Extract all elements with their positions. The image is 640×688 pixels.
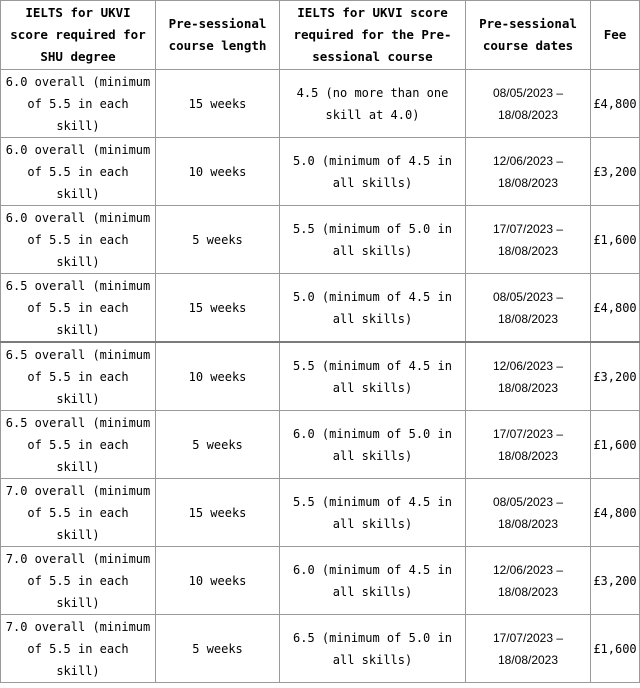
- cell-fee: £1,600: [591, 411, 640, 479]
- cell-degree-score: 6.5 overall (minimum of 5.5 in each skill): [1, 274, 156, 343]
- cell-course-dates: 12/06/2023 – 18/08/2023: [466, 547, 591, 615]
- cell-course-length: 10 weeks: [156, 342, 280, 411]
- cell-course-dates: 17/07/2023 – 18/08/2023: [466, 411, 591, 479]
- header-degree-score: IELTS for UKVI score required for SHU degree: [1, 1, 156, 70]
- table-row: [1, 411, 640, 479]
- cell-degree-score: 7.0 overall (minimum of 5.5 in each skill): [1, 479, 156, 547]
- header-fee: Fee: [591, 1, 640, 70]
- cell-fee: £3,200: [591, 547, 640, 615]
- header-course-score: IELTS for UKVI score required for the Pre-sessional course: [280, 1, 466, 70]
- cell-fee: £4,800: [591, 70, 640, 138]
- cell-fee: £3,200: [591, 138, 640, 206]
- cell-course-dates: 17/07/2023 – 18/08/2023: [466, 615, 591, 683]
- table-row: [1, 479, 640, 547]
- table-row: [1, 342, 640, 411]
- cell-degree-score: 7.0 overall (minimum of 5.5 in each skill): [1, 615, 156, 683]
- cell-degree-score: 6.5 overall (minimum of 5.5 in each skill): [1, 411, 156, 479]
- cell-course-length: 10 weeks: [156, 138, 280, 206]
- cell-course-length: 5 weeks: [156, 615, 280, 683]
- cell-course-length: 5 weeks: [156, 411, 280, 479]
- table-body: [1, 70, 640, 683]
- table-row: [1, 206, 640, 274]
- cell-course-length: 5 weeks: [156, 206, 280, 274]
- cell-degree-score: 6.0 overall (minimum of 5.5 in each skill): [1, 70, 156, 138]
- table-row: [1, 615, 640, 683]
- cell-fee: £1,600: [591, 206, 640, 274]
- cell-course-length: 15 weeks: [156, 70, 280, 138]
- cell-degree-score: 6.0 overall (minimum of 5.5 in each skill): [1, 206, 156, 274]
- table-row: [1, 274, 640, 343]
- cell-degree-score: 6.5 overall (minimum of 5.5 in each skill): [1, 342, 156, 411]
- cell-course-length: 10 weeks: [156, 547, 280, 615]
- cell-course-dates: 17/07/2023 – 18/08/2023: [466, 206, 591, 274]
- cell-course-dates: 12/06/2023 – 18/08/2023: [466, 342, 591, 411]
- header-row: [1, 1, 640, 70]
- table-header: [1, 1, 640, 70]
- cell-course-score: 4.5 (no more than one skill at 4.0): [280, 70, 466, 138]
- header-course-length: Pre-sessional course length: [156, 1, 280, 70]
- table-row: [1, 70, 640, 138]
- table-row: [1, 138, 640, 206]
- cell-course-dates: 08/05/2023 – 18/08/2023: [466, 479, 591, 547]
- cell-fee: £1,600: [591, 615, 640, 683]
- cell-degree-score: 7.0 overall (minimum of 5.5 in each skill): [1, 547, 156, 615]
- cell-course-score: 5.0 (minimum of 4.5 in all skills): [280, 274, 466, 343]
- cell-course-dates: 12/06/2023 – 18/08/2023: [466, 138, 591, 206]
- cell-course-length: 15 weeks: [156, 274, 280, 343]
- table-row: [1, 547, 640, 615]
- cell-degree-score: 6.0 overall (minimum of 5.5 in each skill): [1, 138, 156, 206]
- cell-fee: £3,200: [591, 342, 640, 411]
- cell-fee: £4,800: [591, 479, 640, 547]
- cell-course-score: 6.0 (minimum of 4.5 in all skills): [280, 547, 466, 615]
- cell-course-score: 6.0 (minimum of 5.0 in all skills): [280, 411, 466, 479]
- header-course-dates: Pre-sessional course dates: [466, 1, 591, 70]
- cell-course-score: 5.5 (minimum of 4.5 in all skills): [280, 342, 466, 411]
- cell-course-dates: 08/05/2023 – 18/08/2023: [466, 70, 591, 138]
- cell-course-score: 5.5 (minimum of 4.5 in all skills): [280, 479, 466, 547]
- cell-course-score: 6.5 (minimum of 5.0 in all skills): [280, 615, 466, 683]
- cell-course-dates: 08/05/2023 – 18/08/2023: [466, 274, 591, 343]
- cell-course-length: 15 weeks: [156, 479, 280, 547]
- cell-course-score: 5.0 (minimum of 4.5 in all skills): [280, 138, 466, 206]
- cell-course-score: 5.5 (minimum of 5.0 in all skills): [280, 206, 466, 274]
- cell-fee: £4,800: [591, 274, 640, 343]
